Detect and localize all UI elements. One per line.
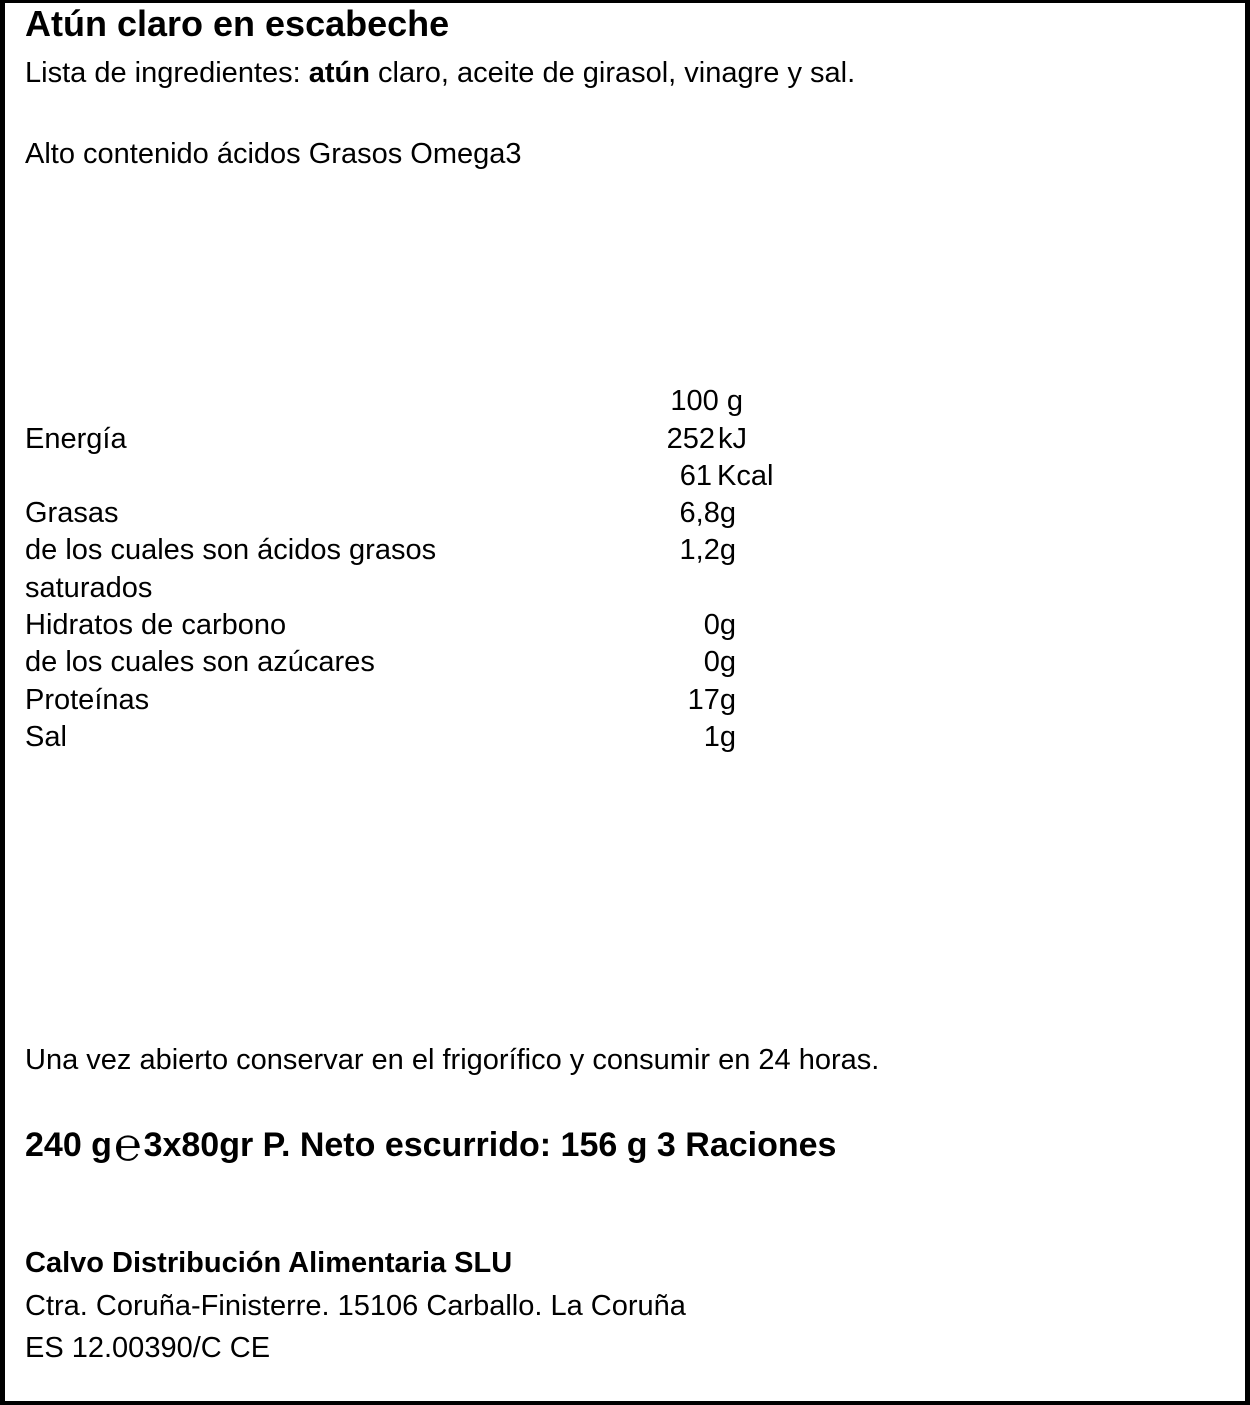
nutrition-row-value: 17g xyxy=(687,684,736,716)
nutrition-row-label: de los cuales son ácidos grasos xyxy=(25,534,437,566)
registry-number: ES 12.00390/C CE xyxy=(25,1332,271,1364)
energy-kcal-unit: Kcal xyxy=(717,460,774,492)
ingredients-prefix: Lista de ingredientes: xyxy=(25,57,309,89)
nutrition-row-value: 0g xyxy=(703,646,736,678)
ingredients-rest: claro, aceite de girasol, vinagre y sal. xyxy=(369,57,856,89)
company-name: Calvo Distribución Alimentaria SLU xyxy=(25,1247,513,1279)
nutrition-row-value: 6,8g xyxy=(679,497,736,529)
nutrition-row-label: Hidratos de carbono xyxy=(25,609,287,641)
net-weight-line xyxy=(25,1117,837,1171)
energy-label: Energía xyxy=(25,423,127,455)
nutrition-row-label: de los cuales son azúcares xyxy=(25,646,375,678)
pack-info: 3x80gr P. Neto escurrido: 156 g 3 Raciones xyxy=(143,1126,837,1164)
nutrition-claim: Alto contenido ácidos Grasos Omega3 xyxy=(25,138,522,170)
energy-kj-value: 252 xyxy=(666,423,715,455)
ingredients-allergen: atún xyxy=(308,57,370,89)
net-weight: 240 g xyxy=(25,1126,112,1164)
company-address: Ctra. Coruña-Finisterre. 15106 Carballo. La Coruña xyxy=(25,1290,686,1322)
nutrition-row-value: 1,2g xyxy=(679,534,736,566)
estimated-sign-icon: ℮ xyxy=(113,1117,142,1171)
nutrition-row-label: saturados xyxy=(25,572,153,604)
nutrition-per-header: 100 g xyxy=(670,385,743,417)
product-title: Atún claro en escabeche xyxy=(25,3,450,44)
nutrition-row-label: Grasas xyxy=(25,497,119,529)
energy-kj-unit: kJ xyxy=(718,423,747,455)
nutrition-row-label: Sal xyxy=(25,721,67,753)
storage-note: Una vez abierto conservar en el frigorífico y consumir en 24 horas. xyxy=(25,1044,880,1076)
nutrition-row-value: 0g xyxy=(703,609,736,641)
energy-kcal-value: 61 xyxy=(679,460,712,492)
nutrition-row-label: Proteínas xyxy=(25,684,150,716)
ingredients-list xyxy=(25,59,855,88)
nutrition-row-value: 1g xyxy=(703,721,736,753)
